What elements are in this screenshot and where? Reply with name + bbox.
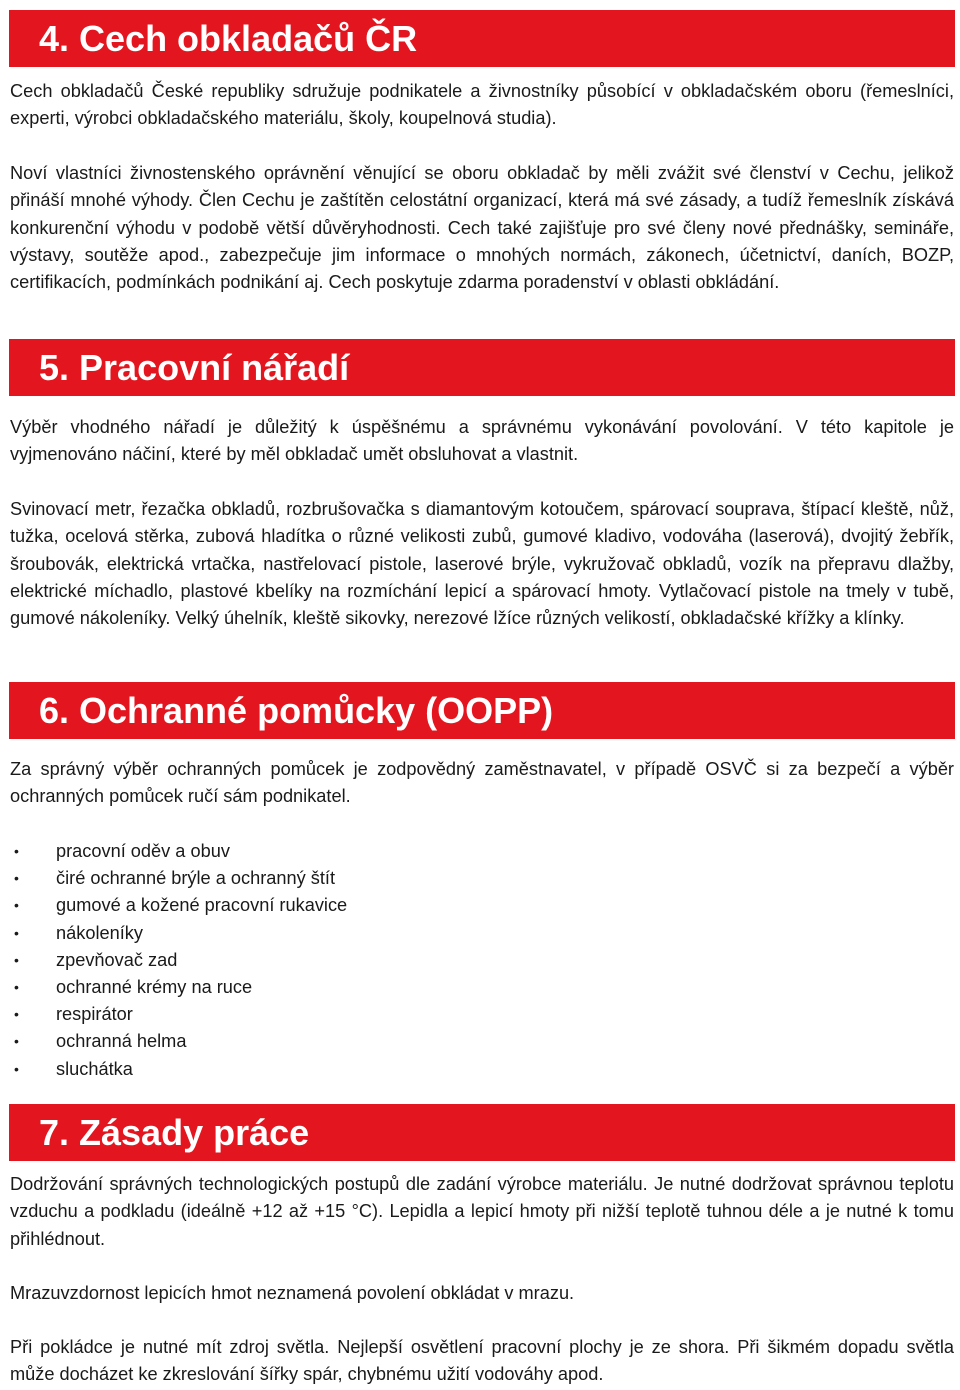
list-item <box>10 1028 910 1055</box>
bullet-icon: • <box>14 924 19 941</box>
section-7-heading: 7. Zásady práce <box>9 1104 955 1161</box>
list-item-text: čiré ochranné brýle a ochranný štít <box>56 868 336 889</box>
bullet-icon: • <box>14 978 19 995</box>
list-item <box>10 1001 910 1028</box>
list-item-text: ochranná helma <box>56 1031 187 1052</box>
section-6-heading: 6. Ochranné pomůcky (OOPP) <box>9 682 955 739</box>
section-4-heading: 4. Cech obkladačů ČR <box>9 10 955 67</box>
bullet-icon: • <box>14 897 19 914</box>
protective-equipment-list <box>10 838 910 1083</box>
list-item-text: gumové a kožené pracovní rukavice <box>56 895 348 916</box>
list-item <box>10 947 910 974</box>
section-4-paragraph-1: Cech obkladačů České republiky sdružuje podnikatele a živnostníky působící v obkladačském oboru (řemeslníci, experti, výrobci obkladačského materiálu, školy, koupelnová studia). <box>10 81 954 129</box>
section-5-paragraph-1: Výběr vhodného nářadí je důležitý k úspěšnému a správnému vykonávání povolování. V této kapitole je vyjmenováno náčiní, které by měl obkladač umět obsluhovat a vlastnit. <box>10 417 954 465</box>
list-item-text: nákoleníky <box>56 922 143 943</box>
list-item <box>10 1056 910 1083</box>
section-4-paragraph-2: Noví vlastníci živnostenského oprávnění věnující se oboru obkladač by měli zvážit své členství v Cechu, jelikož přináší mnohé výhody. Člen Cechu je zaštítěn celostátní organizací, která má své zásady, a tudíž řemeslník získává konkurenční výhodu v podobě větší důvěryhodnosti. Cech také zajišťuje pro své členy nové přednášky, semináře, výstavy, soutěže apod., zabezpečuje jim informace o mnohých normách, zákonech, účetnictví, daních, BOZP, certifikacích, podmínkách podnikání aj. Cech poskytuje zdarma poradenství v oblasti obkládání. <box>10 163 954 293</box>
section-7-paragraph-2: Mrazuvzdornost lepicích hmot neznamená povolení obkládat v mrazu. <box>10 1283 575 1303</box>
section-7-paragraph-1: Dodržování správných technologických postupů dle zadání výrobce materiálu. Je nutné dodržovat správnou teplotu vzduchu a podkladu (ideálně +12 až +15 °C). Lepidla a lepicí hmoty při nižší teplotě tuhnou déle a je nutné k tomu přihlédnout. <box>10 1174 954 1249</box>
bullet-icon: • <box>14 1033 19 1050</box>
section-6-paragraph-1: Za správný výběr ochranných pomůcek je zodpovědný zaměstnavatel, v případě OSVČ si za bezpečí a výběr ochranných pomůcek ručí sám podnikatel. <box>10 759 954 807</box>
list-item <box>10 892 910 919</box>
bullet-icon: • <box>14 870 19 887</box>
bullet-icon: • <box>14 951 19 968</box>
list-item-text: respirátor <box>56 1004 133 1025</box>
list-item-text: sluchátka <box>56 1058 133 1079</box>
bullet-icon: • <box>14 1060 19 1077</box>
list-item <box>10 865 910 892</box>
list-item-text: pracovní oděv a obuv <box>56 841 230 861</box>
list-item-text: ochranné krémy na ruce <box>56 976 253 997</box>
list-item <box>10 920 910 947</box>
list-item <box>10 838 910 865</box>
bullet-icon: • <box>14 843 19 859</box>
section-5-paragraph-2: Svinovací metr, řezačka obkladů, rozbrušovačka s diamantovým kotoučem, spárovací souprava, štípací kleště, nůž, tužka, ocelová stěrka, zubová hladítka o různé velikosti zubů, gumové kladivo, vodováha (laserová), dvojitý žebřík, šroubovák, elektrická vrtačka, nastřelovací pistole, laserové brýle, vykružovač obkladů, vozík na přepravu dlažby, elektrické míchadlo, plastové kbelíky na rozmíchání lepicí a spárovací hmoty. Vytlačovací pistole na tmely v tubě, gumové nákoleníky. Velký úhelník, kleště sikovky, nerezové lžíce různých velikostí, obkladačské křížky a klínky. <box>10 499 954 629</box>
bullet-icon: • <box>14 1006 19 1023</box>
list-item <box>10 974 910 1001</box>
section-7-paragraph-3: Při pokládce je nutné mít zdroj světla. Nejlepší osvětlení pracovní plochy je ze shora. Při šikmém dopadu světla může docházet ke zkreslování šířky spár, chybnému užití vodováhy apod. <box>10 1337 954 1385</box>
section-5-heading: 5. Pracovní nářadí <box>9 339 955 396</box>
list-item-text: zpevňovač zad <box>56 949 178 970</box>
